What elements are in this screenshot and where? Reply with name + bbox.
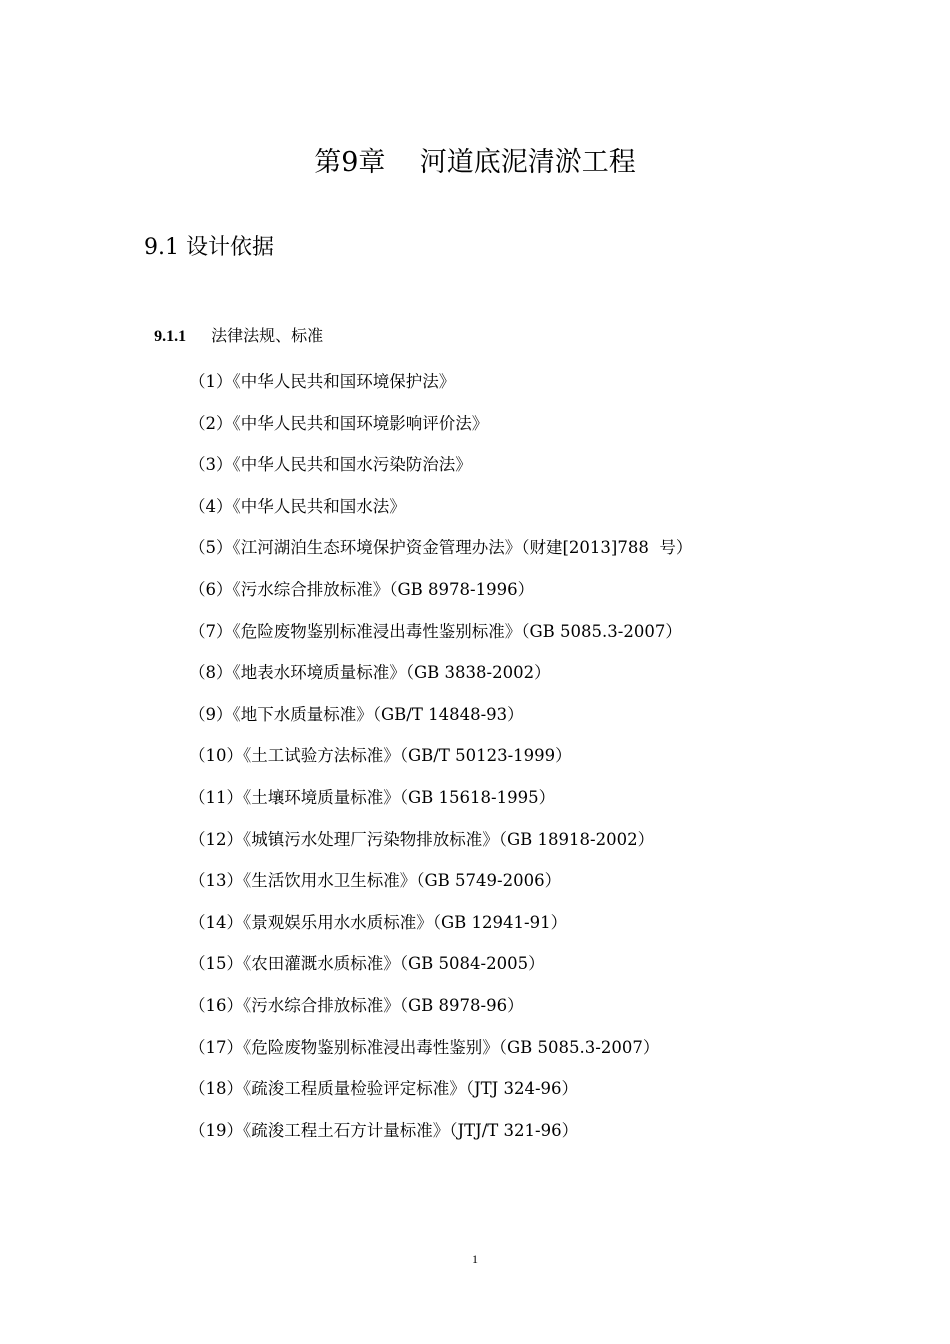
list-item: （11）《土壤环境质量标准》（GB 15618-1995）: [189, 787, 556, 807]
list-item: （15）《农田灌溉水质标准》（GB 5084-2005）: [189, 954, 545, 974]
list-item: （17）《危险废物鉴别标准浸出毒性鉴别》（GB 5085.3-2007）: [189, 1037, 660, 1057]
list-item: （9）《地下水质量标准》（GB/T 14848-93）: [189, 704, 524, 724]
section-title: 9.1 设计依据: [144, 235, 274, 260]
list-item: （2）《中华人民共和国环境影响评价法》: [189, 413, 489, 433]
list-item: （18）《疏浚工程质量检验评定标准》（JTJ 324-96）: [189, 1079, 579, 1099]
subsection-number: 9.1.1: [154, 328, 187, 345]
reference-list: [189, 368, 692, 1158]
subsection-title: 法律法规、标准: [211, 326, 324, 345]
list-item: （7）《危险废物鉴别标准浸出毒性鉴别标准》（GB 5085.3-2007）: [189, 621, 682, 641]
list-item: （8）《地表水环境质量标准》（GB 3838-2002）: [189, 663, 551, 683]
list-item: （14）《景观娱乐用水水质标准》（GB 12941-91）: [189, 912, 568, 932]
chapter-title: 第9章 河道底泥清淤工程: [314, 147, 636, 178]
list-item: （16）《污水综合排放标准》（GB 8978-96）: [189, 995, 524, 1015]
list-item: （13）《生活饮用水卫生标准》（GB 5749-2006）: [189, 871, 562, 891]
subsection-heading: [144, 297, 323, 350]
list-item: （5）《江河湖泊生态环境保护资金管理办法》（财建[2013]788 号）: [189, 538, 693, 558]
page-number: 1: [472, 1252, 478, 1266]
list-item: （4）《中华人民共和国水法》: [189, 496, 406, 516]
list-item: （6）《污水综合排放标准》（GB 8978-1996）: [189, 579, 535, 599]
list-item: （10）《土工试验方法标准》（GB/T 50123-1999）: [189, 746, 572, 766]
list-item: （3）《中华人民共和国水污染防治法》: [189, 455, 472, 475]
list-item: （1）《中华人民共和国环境保护法》: [189, 372, 456, 391]
list-item: （12）《城镇污水处理厂污染物排放标准》（GB 18918-2002）: [189, 829, 655, 849]
list-item: （19）《疏浚工程土石方计量标准》（JTJ/T 321-96）: [189, 1120, 579, 1140]
